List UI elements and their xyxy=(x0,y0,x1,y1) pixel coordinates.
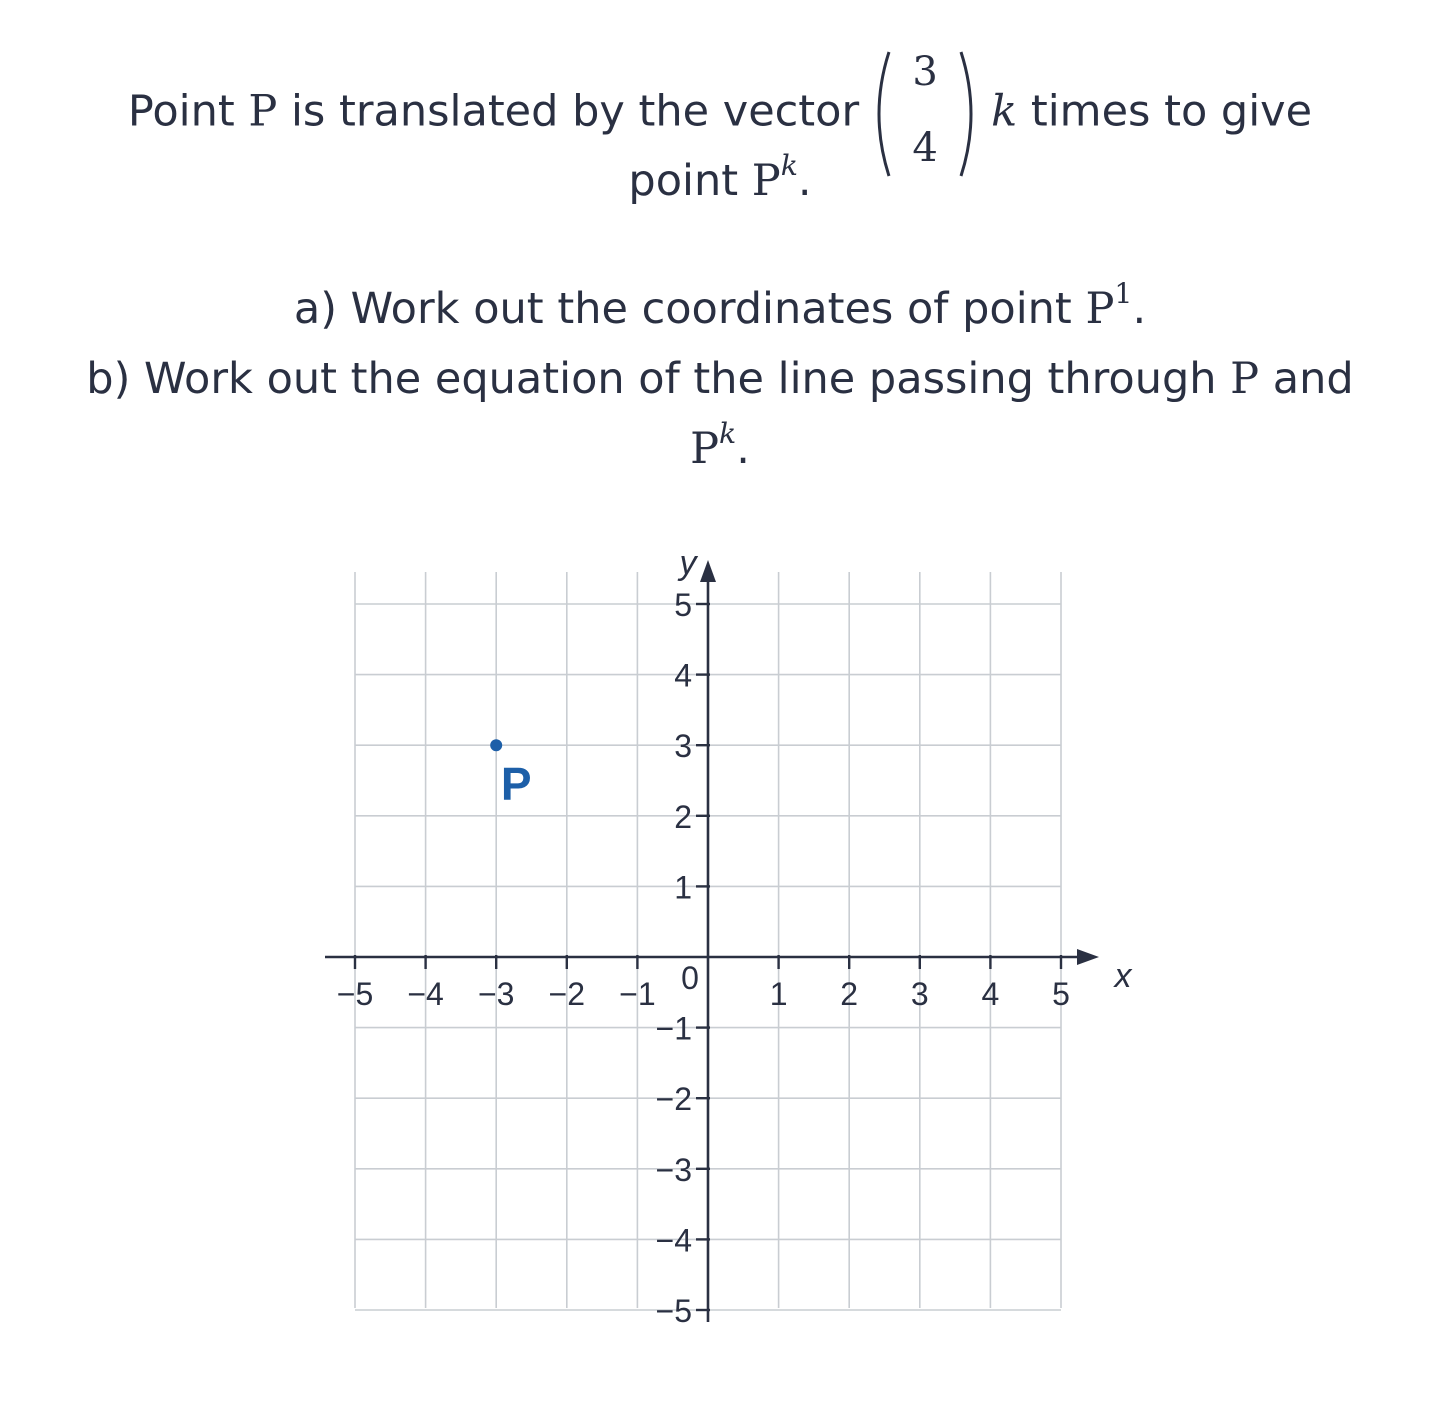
y-tick-label: −5 xyxy=(655,1293,692,1329)
point-name: P xyxy=(1085,284,1115,334)
part-b-text: b) Work out the equation of the line passing through xyxy=(86,354,1231,404)
x-tick-label: −2 xyxy=(548,976,586,1012)
x-tick-label: −1 xyxy=(619,976,656,1012)
x-tick-label: 2 xyxy=(840,976,859,1012)
y-tick-label: 1 xyxy=(674,869,692,906)
point-name: P xyxy=(690,424,720,474)
x-tick-label: 1 xyxy=(769,976,788,1012)
tick-labels xyxy=(337,544,1133,1329)
part-b-text: . xyxy=(736,424,750,474)
question-text: . xyxy=(797,156,812,206)
superscript-one: 1 xyxy=(1114,277,1133,311)
k-variable: k xyxy=(991,86,1018,137)
point-marker xyxy=(490,739,502,751)
superscript-k: k xyxy=(719,417,737,451)
x-axis-arrow xyxy=(1077,949,1099,965)
superscript-k: k xyxy=(780,149,798,183)
question-text: times to give xyxy=(1017,86,1313,137)
x-tick-label: 5 xyxy=(1052,976,1070,1012)
question-text: Point xyxy=(127,86,249,137)
x-tick-label: 3 xyxy=(910,976,929,1012)
question-text: is translated by the vector xyxy=(277,86,860,137)
y-tick-label: −4 xyxy=(655,1222,692,1259)
y-tick-label: 2 xyxy=(674,798,692,835)
x-tick-label: −4 xyxy=(407,976,444,1012)
y-axis-label: y xyxy=(679,544,697,582)
x-tick-label: −3 xyxy=(477,976,515,1012)
part-a-text: . xyxy=(1132,284,1147,334)
x-tick-label: −5 xyxy=(336,976,374,1012)
point-label: P xyxy=(500,758,532,811)
origin-label: 0 xyxy=(681,960,699,996)
point-name: P xyxy=(1230,354,1260,404)
point-name: P xyxy=(248,86,278,137)
part-a-text: a) Work out the coordinates of point xyxy=(293,284,1086,334)
y-axis-arrow xyxy=(700,560,716,582)
point-name: P xyxy=(751,156,781,206)
y-tick-label: −1 xyxy=(655,1010,692,1047)
y-tick-label: −3 xyxy=(655,1151,692,1188)
x-tick-label: 4 xyxy=(981,976,1000,1012)
vector-top-component: 3 xyxy=(912,49,938,95)
question-text: point xyxy=(628,156,752,206)
y-tick-label: 5 xyxy=(674,587,692,623)
y-tick-label: 4 xyxy=(674,657,692,694)
vector-bottom-component: 4 xyxy=(912,125,938,171)
x-axis-label: x xyxy=(1114,957,1132,995)
part-b-text: and xyxy=(1259,354,1354,404)
y-tick-label: −2 xyxy=(655,1081,692,1118)
y-tick-label: 3 xyxy=(674,728,692,765)
